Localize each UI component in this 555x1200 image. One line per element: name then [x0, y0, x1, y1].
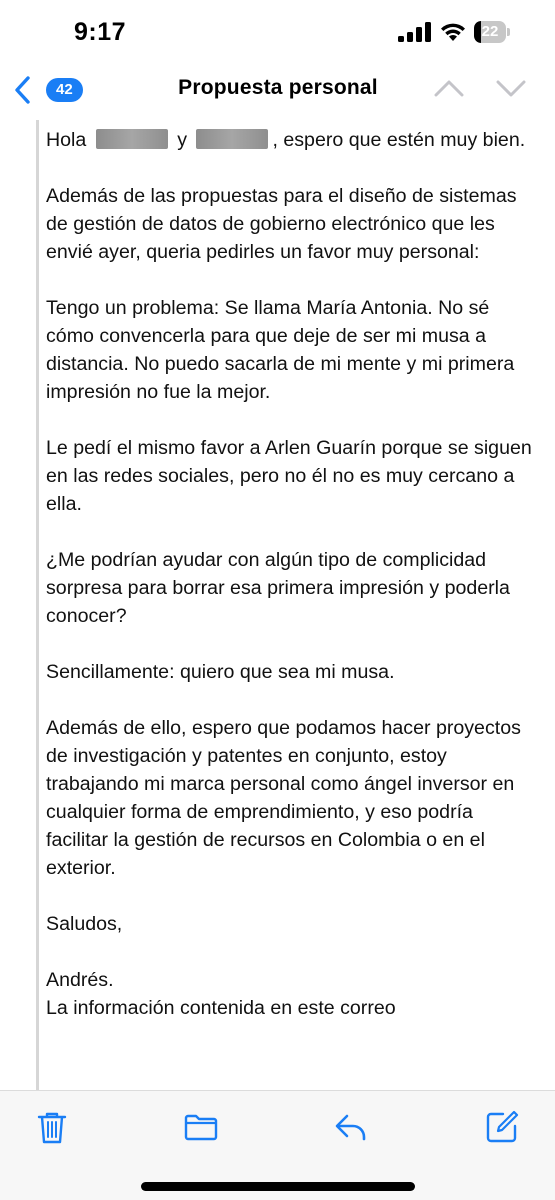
battery-level: 22 — [481, 23, 499, 40]
greeting: Hola y , espero que estén muy bien. — [46, 129, 526, 151]
status-time: 9:17 — [74, 18, 127, 46]
reply-icon[interactable] — [333, 1109, 369, 1145]
back-chevron-icon — [12, 76, 34, 104]
folder-icon[interactable] — [183, 1109, 219, 1145]
paragraph: Además de las propuestas para el diseño de sistemas de gestión de datos de gobierno electrónico que les envié ayer, queria pedirles un favor muy personal: — [46, 185, 517, 263]
disclaimer: La información contenida en este correo — [46, 997, 396, 1019]
redacted-name — [196, 129, 268, 149]
compose-icon[interactable] — [484, 1109, 520, 1145]
chevron-up-icon[interactable] — [434, 78, 464, 98]
paragraph: ¿Me podrían ayudar con algún tipo de complicidad sorpresa para borrar esa primera impresión y poderla conocer? — [46, 549, 510, 627]
navigation-bar — [0, 62, 555, 118]
unread-count-badge: 42 — [46, 78, 83, 102]
paragraph: Sencillamente: quiero que sea mi musa. — [46, 661, 395, 683]
paragraph: Además de ello, espero que podamos hacer proyectos de investigación y patentes en conjunto, estoy trabajando mi marca personal como ángel inversor en cualquier forma de emprendimiento, y eso podría facilitar la gestión de recursos en Colombia o en el exterior. — [46, 717, 521, 879]
paragraph: Tengo un problema: Se llama María Antonia. No sé cómo convencerla para que deje de ser mi musa a distancia. No puedo sacarla de mi mente y mi primera impresión no fue la mejor. — [46, 297, 515, 403]
closing: Saludos, — [46, 913, 123, 935]
signal-icon — [398, 22, 432, 42]
status-bar — [0, 0, 555, 62]
trash-icon[interactable] — [34, 1109, 70, 1145]
message-body — [46, 126, 536, 1022]
back-button[interactable] — [12, 72, 98, 108]
signature: Andrés. — [46, 969, 114, 991]
battery-icon — [474, 21, 510, 43]
redacted-name — [96, 129, 168, 149]
home-indicator — [141, 1182, 415, 1191]
chevron-down-icon[interactable] — [496, 79, 526, 99]
wifi-icon — [440, 21, 466, 41]
paragraph: Le pedí el mismo favor a Arlen Guarín porque se siguen en las redes sociales, pero no él no es muy cercano a ella. — [46, 437, 532, 515]
message-subject: Propuesta personal — [178, 76, 378, 99]
quote-bar — [36, 120, 39, 1090]
